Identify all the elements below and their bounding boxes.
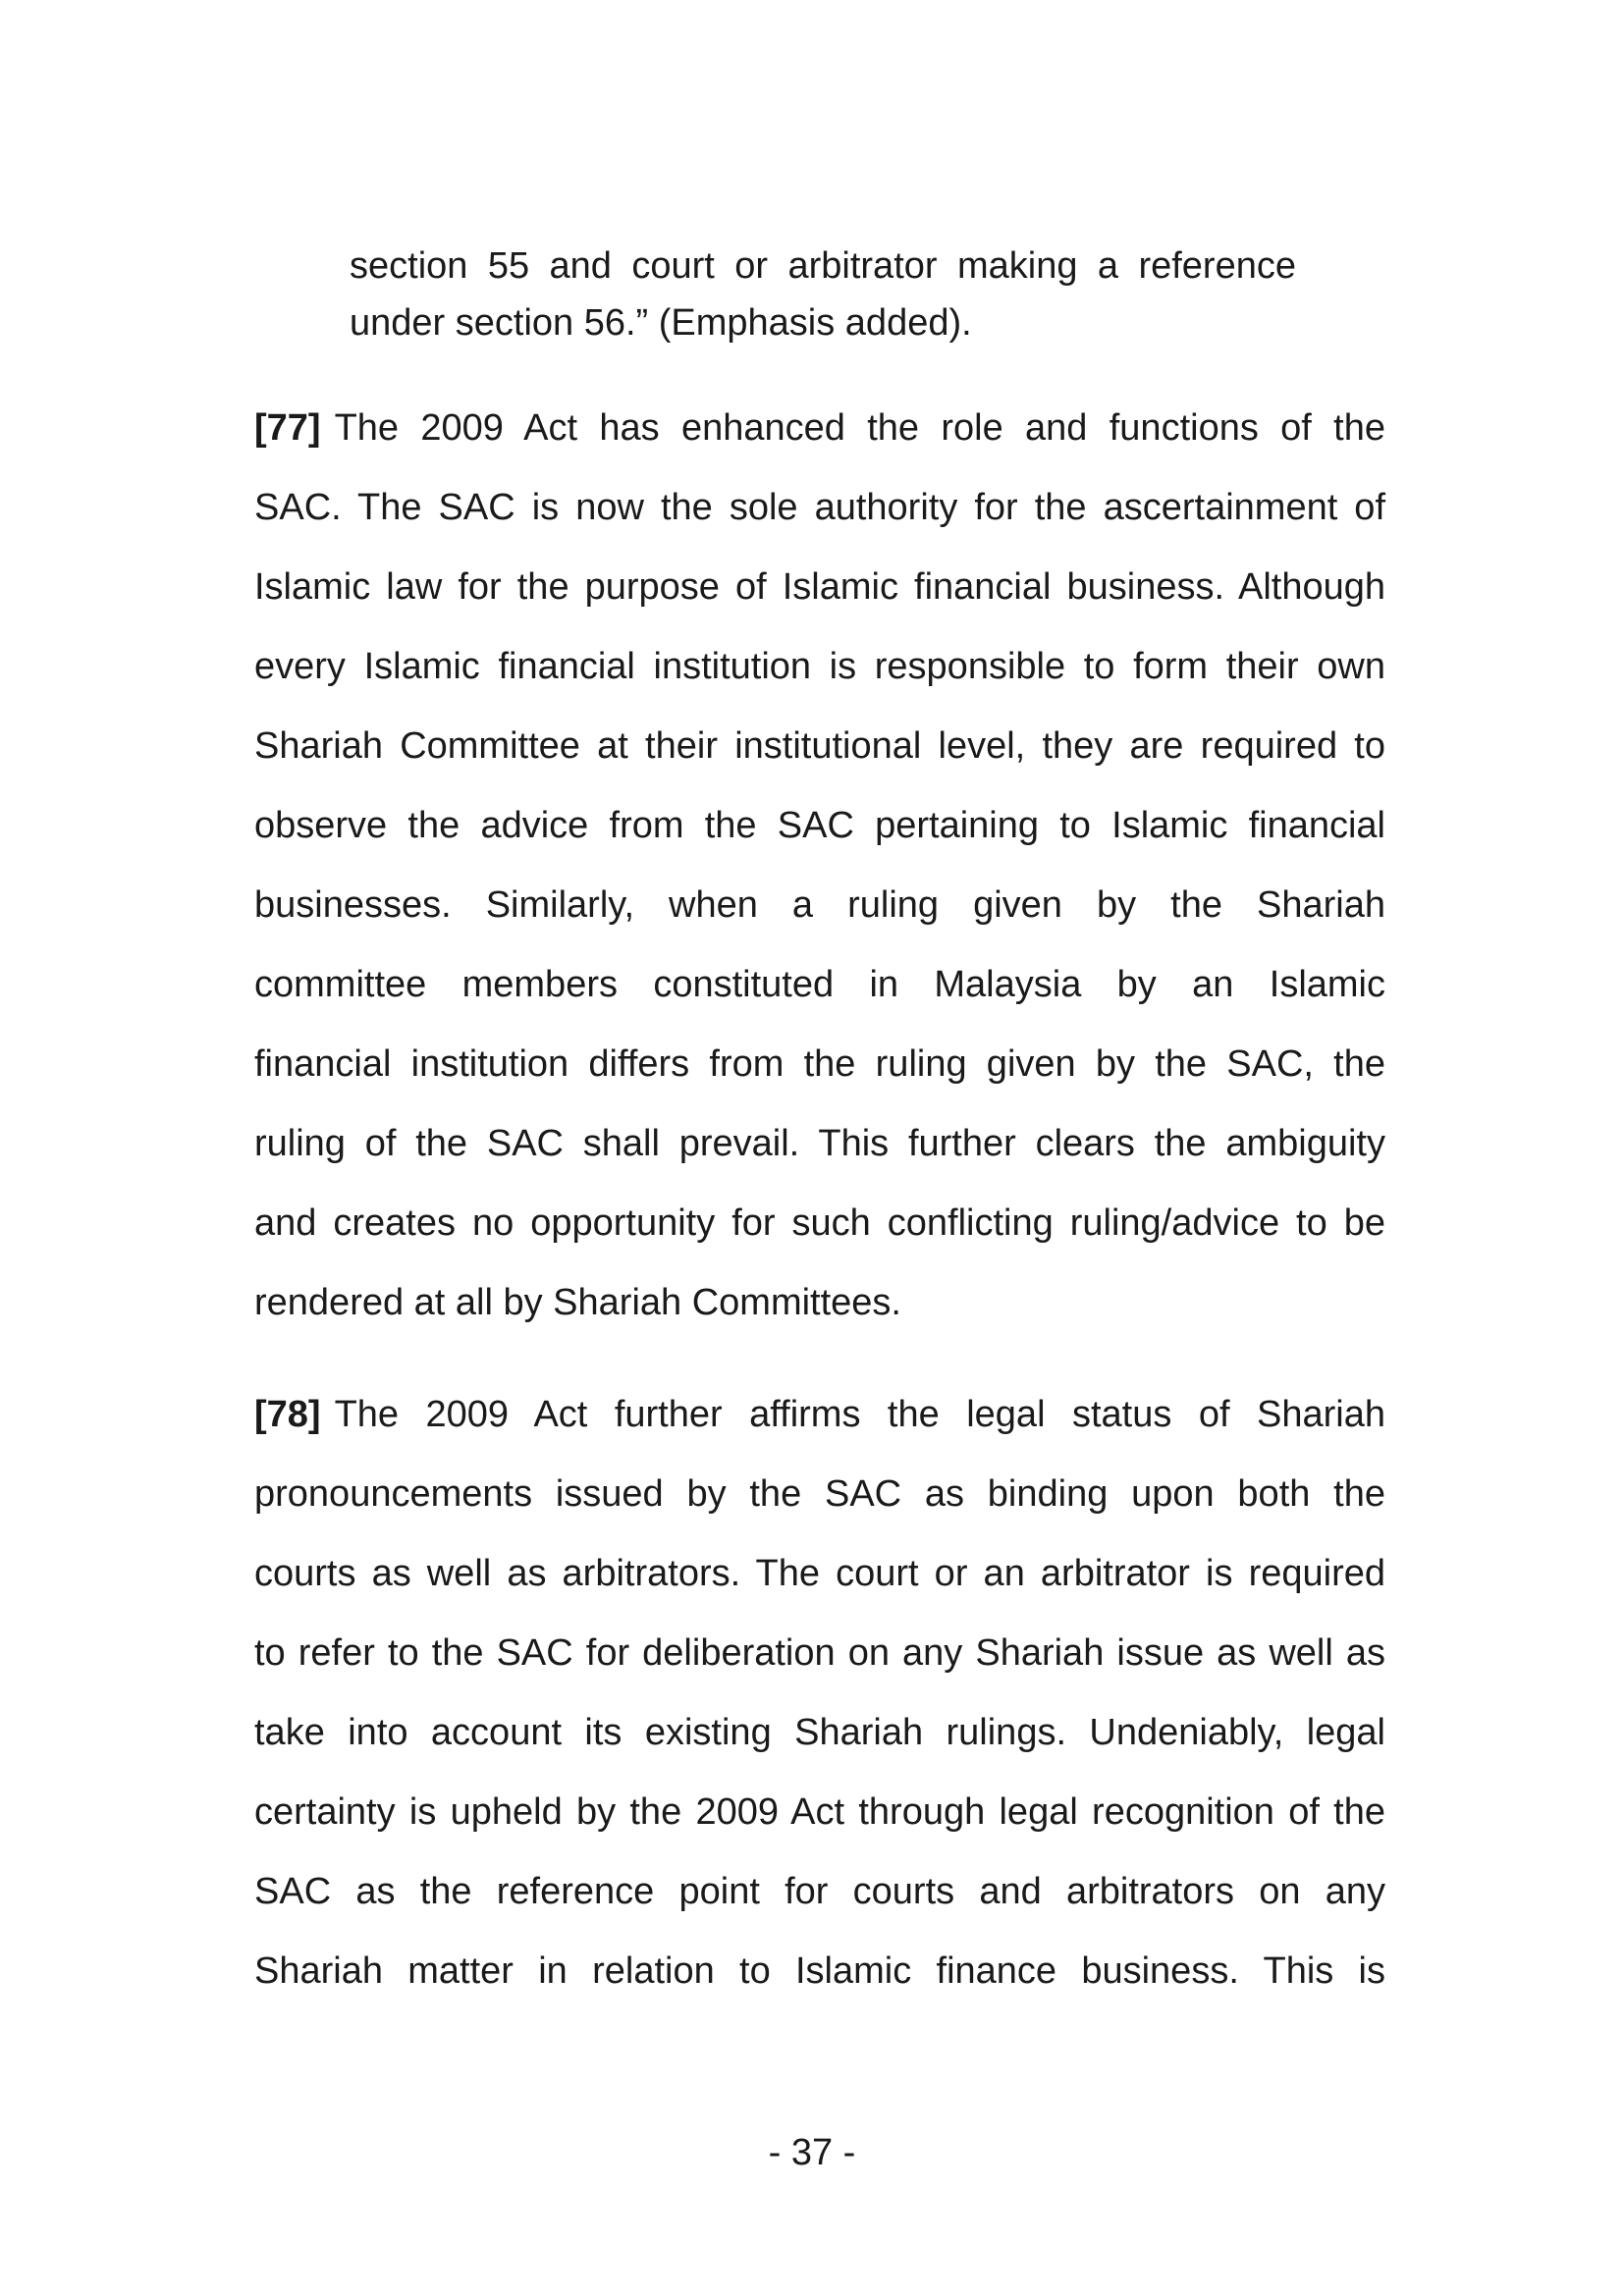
paragraph-line xyxy=(254,389,1385,468)
paragraph-line: SAC. The SAC is now the sole authority for the ascertainment of xyxy=(254,487,1385,528)
paragraph-line: Islamic law for the purpose of Islamic financial business. Although xyxy=(254,566,1385,608)
paragraph-line-text: The 2009 Act further affirms the legal status of Shariah xyxy=(334,1394,1385,1435)
paragraph-line: rendered at all by Shariah Committees. xyxy=(254,1282,901,1323)
paragraph-line: certainty is upheld by the 2009 Act through legal recognition of the xyxy=(254,1791,1385,1833)
paragraph-77 xyxy=(254,389,1385,1343)
paragraph-line: SAC as the reference point for courts and arbitrators on any xyxy=(254,1871,1385,1912)
quote-line: section 55 and court or arbitrator making a reference xyxy=(350,245,1296,287)
paragraph-line: businesses. Similarly, when a ruling given by the Shariah xyxy=(254,884,1385,926)
quote-line: under section 56.” (Emphasis added). xyxy=(350,302,972,344)
page-number: - 37 - xyxy=(768,2132,856,2173)
paragraph-line: courts as well as arbitrators. The court or an arbitrator is required xyxy=(254,1553,1385,1594)
paragraph-line: Shariah Committee at their institutional level, they are required to xyxy=(254,725,1385,767)
paragraph-line: ruling of the SAC shall prevail. This further clears the ambiguity xyxy=(254,1123,1385,1164)
paragraph-line: financial institution differs from the ruling given by the SAC, the xyxy=(254,1043,1385,1085)
paragraph-line: committee members constituted in Malaysia by an Islamic xyxy=(254,964,1385,1005)
paragraph-line: to refer to the SAC for deliberation on any Shariah issue as well as xyxy=(254,1632,1385,1674)
paragraph-line: every Islamic financial institution is responsible to form their own xyxy=(254,646,1385,687)
paragraph-line: and creates no opportunity for such conflicting ruling/advice to be xyxy=(254,1202,1385,1244)
paragraph-line: take into account its existing Shariah rulings. Undeniably, legal xyxy=(254,1712,1385,1753)
paragraph-line-text: The 2009 Act has enhanced the role and functions of the xyxy=(334,407,1385,449)
paragraph-line: Shariah matter in relation to Islamic finance business. This is xyxy=(254,1950,1385,1992)
paragraph-line: pronouncements issued by the SAC as binding upon both the xyxy=(254,1473,1385,1515)
paragraph-number: [77] xyxy=(254,407,321,449)
paragraph-number: [78] xyxy=(254,1394,321,1435)
paragraph-78 xyxy=(254,1375,1385,2011)
paragraph-line: observe the advice from the SAC pertaining to Islamic financial xyxy=(254,805,1385,846)
paragraph-line xyxy=(254,1375,1385,1455)
quoted-passage xyxy=(350,238,1296,351)
